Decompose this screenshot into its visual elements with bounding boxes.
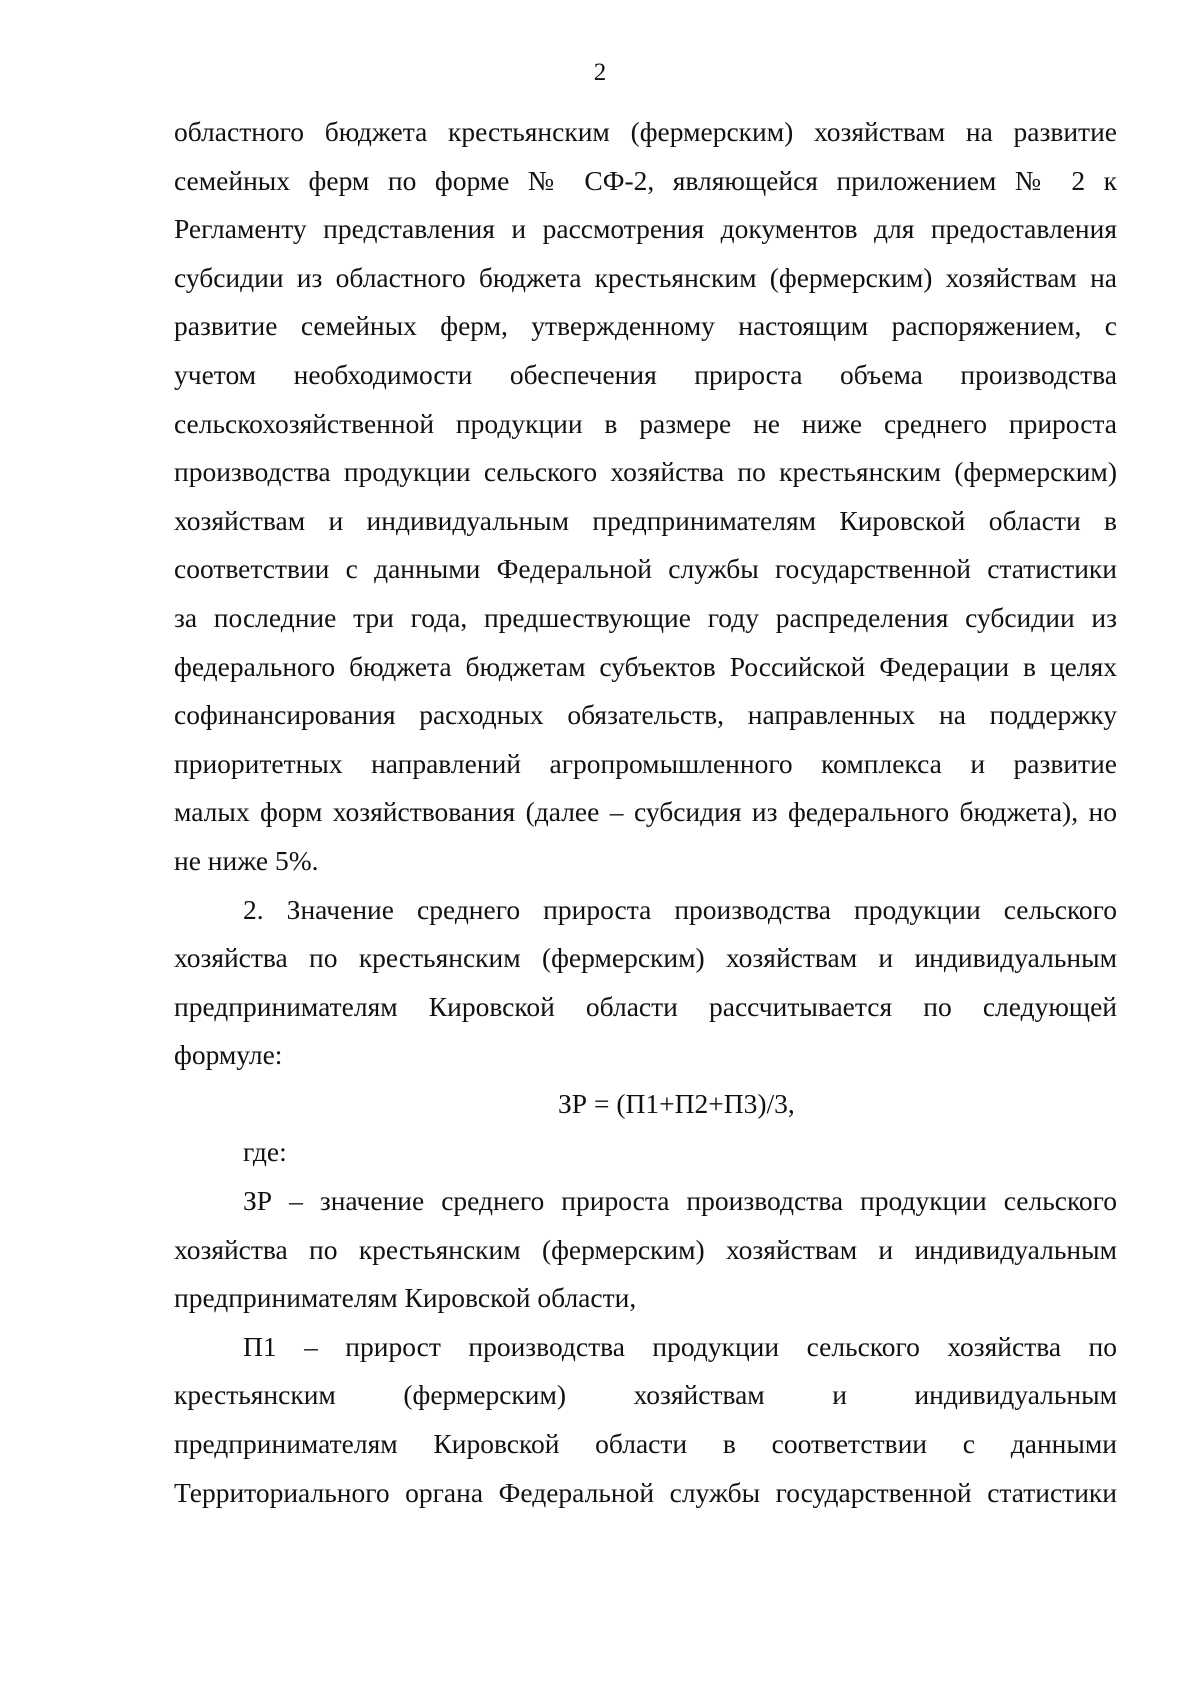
text-line: за последние три года, предшествующие году распределения субсидии из xyxy=(174,601,1117,633)
text-line: развитие семейных ферм, утвержденному настоящим распоряжением, с xyxy=(174,310,1117,342)
text-line: хозяйства по крестьянским (фермерским) хозяйствам и индивидуальным xyxy=(174,1233,1117,1265)
text-line: крестьянским (фермерским) хозяйствам и индивидуальным xyxy=(174,1379,1117,1411)
text-line: сельскохозяйственной продукции в размере не ниже среднего прироста xyxy=(174,407,1117,439)
text-line: федерального бюджета бюджетам субъектов Российской Федерации в целях xyxy=(174,650,1117,682)
text-line: субсидии из областного бюджета крестьянским (фермерским) хозяйствам на xyxy=(174,261,1117,293)
text-line: производства продукции сельского хозяйства по крестьянским (фермерским) xyxy=(174,456,1117,488)
text-line: Территориального органа Федеральной службы государственной статистики xyxy=(174,1476,1117,1508)
text-line: малых форм хозяйствования (далее – субсидия из федерального бюджета), но xyxy=(174,796,1117,828)
text-line: учетом необходимости обеспечения прироста объема производства xyxy=(174,358,1117,390)
text-line: областного бюджета крестьянским (фермерским) хозяйствам на развитие xyxy=(174,116,1117,147)
text-line: предпринимателям Кировской области рассчитывается по следующей xyxy=(174,990,1117,1022)
definition-p1-line: П1 – прирост производства продукции сельского хозяйства по xyxy=(243,1330,1117,1362)
paragraph-2-line: 2. Значение среднего прироста производства продукции сельского xyxy=(243,893,1117,925)
text-line: предпринимателям Кировской области, xyxy=(174,1282,637,1314)
page-number: 2 xyxy=(593,59,607,86)
text-line: софинансирования расходных обязательств, направленных на поддержку xyxy=(174,699,1117,731)
where-label: где: xyxy=(243,1136,287,1168)
document-body xyxy=(174,108,1117,1517)
formula: ЗР = (П1+П2+П3)/3, xyxy=(558,1087,795,1119)
text-line: приоритетных направлений агропромышленного комплекса и развитие xyxy=(174,747,1117,779)
text-line: семейных ферм по форме № СФ-2, являющейся приложением № 2 к xyxy=(174,164,1117,196)
text-line: хозяйства по крестьянским (фермерским) хозяйствам и индивидуальным xyxy=(174,942,1117,974)
text-line: хозяйствам и индивидуальным предпринимателям Кировской области в xyxy=(174,504,1117,536)
definition-zr-line: ЗР – значение среднего прироста производства продукции сельского xyxy=(243,1185,1117,1217)
text-line: Регламенту представления и рассмотрения документов для предоставления xyxy=(174,213,1117,245)
text-line: предпринимателям Кировской области в соответствии с данными xyxy=(174,1428,1117,1460)
text-line: не ниже 5%. xyxy=(174,844,319,876)
text-line: формуле: xyxy=(174,1039,283,1071)
text-line: соответствии с данными Федеральной службы государственной статистики xyxy=(174,553,1117,585)
